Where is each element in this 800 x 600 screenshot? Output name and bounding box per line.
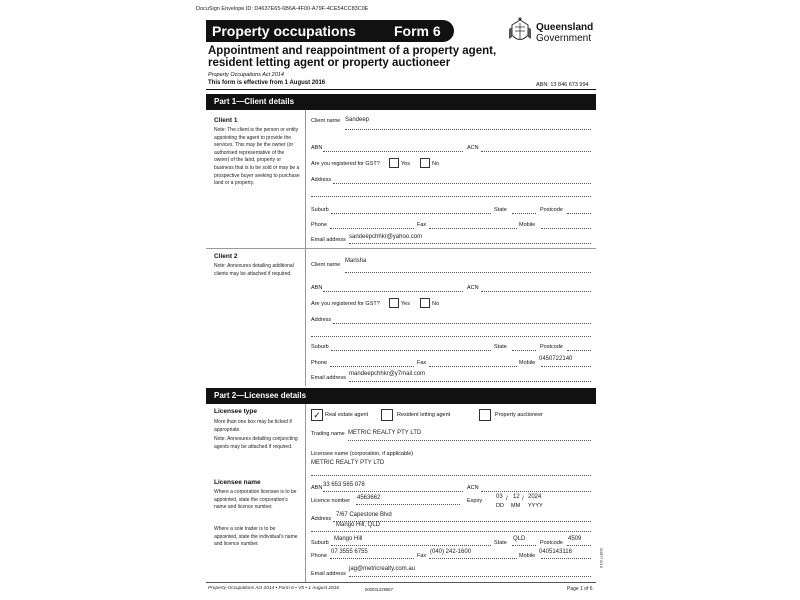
yyyy-label: YYYY [528,503,543,509]
client1-abn-label: ABN [311,145,323,151]
expiry-separator: / [522,496,524,502]
client2-email-field[interactable]: mandeepchhkr@y7mail.com [349,371,426,377]
client1-suburb-field[interactable] [331,213,491,214]
header-abn: ABN: 13 846 673 994 [536,82,589,88]
footer-rule [206,582,596,583]
licensee-suburb-field[interactable]: Mango Hill [334,536,363,542]
licensee-address-label: Address [311,516,332,522]
licensee-sole-trader-note: Where a sole trader is to be appointed, state the individual's name and licence number. [214,526,298,548]
queensland-crest-icon [508,17,532,47]
client2-gst-no-checkbox[interactable] [420,298,430,308]
part2-header [206,388,596,404]
form-title-bar [206,20,454,42]
client2-gst-yes-checkbox[interactable] [389,298,399,308]
client2-name-field[interactable]: Marisha [345,258,367,264]
property-auctioneer-label: Property auctioneer [495,412,543,418]
column-divider [305,404,306,582]
licensee-state-field[interactable]: QLD [513,536,526,542]
client2-abn-field[interactable] [323,291,463,292]
property-auctioneer-checkbox[interactable] [479,409,491,421]
client1-abn-field[interactable] [323,151,463,152]
act-name: Property Occupations Act 2014 [208,72,284,78]
expiry-label: Expiry [467,498,483,504]
licensee-email-field[interactable]: jag@metricrealty.com.au [349,566,415,572]
expiry-month-field[interactable]: 12 [513,494,520,500]
licensee-type-annex-note: Note: Annexures detailing conjuncting agents may be attached if required. [214,436,298,450]
mm-label: MM [511,503,521,509]
part1-heading: Part 1—Client details [214,97,295,106]
client2-address-line2[interactable] [311,336,591,337]
client1-gst-yes-label: Yes [401,161,410,167]
licence-number-label: Licence number [311,498,351,504]
client1-gst-label: Are you registered for GST? [311,161,380,167]
client2-fax-field[interactable] [429,366,517,367]
client2-gst-yes-label: Yes [401,301,410,307]
licensee-state-label: State [494,540,507,546]
effective-date: This form is effective from 1 August 2016 [208,80,326,86]
expiry-separator: / [506,496,508,502]
licensee-suburb-label: Suburb [311,540,329,546]
client2-suburb-label: Suburb [311,344,329,350]
form-title: Property occupations [212,23,356,39]
licensee-type-note: More than one box may be ticked if appropriate. [214,419,292,433]
client2-mobile-field[interactable]: 0450722140 [539,356,573,362]
dd-label: DD [496,503,504,509]
client1-acn-field[interactable] [481,151,591,152]
footer-code: 000031229957 [365,587,393,592]
client2-phone-field[interactable] [330,366,414,367]
client2-postcode-field[interactable] [567,350,591,351]
licensee-type-heading: Licensee type [214,408,257,415]
part2-heading: Part 2—Licensee details [214,391,307,400]
client1-postcode-field[interactable] [567,213,591,214]
licensee-fax-field[interactable]: (040) 242-1600 [430,549,472,555]
licensee-acn-field[interactable] [481,491,591,492]
logo-government: Government [536,33,592,44]
client2-phone-label: Phone [311,360,327,366]
client1-acn-label: ACN [467,145,479,151]
form-number: Form 6 [394,23,441,39]
part1-header [206,94,596,110]
licensee-name-heading: Licensee name [214,479,261,486]
client1-state-field[interactable] [512,213,536,214]
client2-state-label: State [494,344,507,350]
envelope-id: DocuSign Envelope ID: D4637E65-6B6A-4F00-A79F-4CE54CC83C0E [196,6,369,12]
licensee-mobile-field[interactable]: 0405143116 [539,549,572,555]
divider [206,89,596,90]
form-subtitle: Appointment and reappointment of a property agent, resident letting agent or property auctioneer [208,45,497,69]
client1-email-label: Email address [311,237,346,243]
client1-phone-label: Phone [311,222,327,228]
form-side-id: 0IBRT 8/16 [599,548,604,569]
client2-gst-no-label: No [432,301,440,307]
client2-fax-label: Fax [417,360,427,366]
client1-gst-no-label: No [432,161,440,167]
licensee-abn-label: ABN [311,485,323,491]
client1-gst-no-checkbox[interactable] [420,158,430,168]
client1-fax-field[interactable] [429,228,517,229]
client2-email-label: Email address [311,375,346,381]
client2-suburb-field[interactable] [331,350,491,351]
client1-note: Note: The client is the person or entity appointing the agent to provide the services. This may be the owner (or authorised representative of the owner) of the land, property or business that is to be sold or may be a prospective buyer seeking to purchase land or a property. [214,127,300,187]
client1-suburb-label: Suburb [311,207,329,213]
footer-page-number: Page 1 of 6 [567,586,593,592]
client1-name-label: Client name [311,118,341,124]
client1-address-label: Address [311,177,332,183]
licensee-email-label: Email address [311,571,346,577]
client1-name-field[interactable]: Sandeep [345,117,370,123]
resident-letting-agent-checkbox[interactable] [381,409,393,421]
real-estate-agent-checkbox[interactable]: ✓ [311,409,323,421]
client1-phone-field[interactable] [330,228,414,229]
trading-name-label: Trading name [311,431,345,437]
licensee-abn-field[interactable]: 33 653 565 078 [323,482,365,488]
client2-acn-label: ACN [467,285,479,291]
licensee-postcode-field[interactable]: 4509 [568,536,582,542]
resident-letting-agent-label: Resident letting agent [397,412,451,418]
licensee-phone-field[interactable]: 07 3555 6755 [331,549,368,555]
client2-abn-label: ABN [311,285,323,291]
licensee-name-note: Where a corporation licensee is to be appointed, state the corporation's name and licence number. [214,489,297,511]
licensee-mobile-label: Mobile [519,553,536,559]
licensee-postcode-label: Postcode [540,540,563,546]
real-estate-agent-label: Real estate agent [325,412,369,418]
client1-mobile-label: Mobile [519,222,536,228]
client2-gst-label: Are you registered for GST? [311,301,380,307]
client1-address-line2[interactable] [311,196,591,197]
client2-mobile-label: Mobile [519,360,536,366]
client1-email-field[interactable]: sandeepchhkr@yahoo.com [349,234,423,240]
licensee-name-field[interactable]: METRIC REALTY PTY LTD [311,460,385,466]
client1-heading: Client 1 [214,117,238,124]
client1-address-field[interactable] [333,183,591,184]
logo-queensland: Queensland [536,22,594,33]
client2-heading: Client 2 [214,253,238,260]
expiry-day-field[interactable]: 03 [496,494,503,500]
client1-state-label: State [494,207,507,213]
trading-name-field[interactable]: METRIC REALTY PTY LTD [348,430,422,436]
licensee-address-line2[interactable]: Mango Hill, QLD [336,522,381,528]
client2-name-label: Client name [311,262,341,268]
expiry-year-field[interactable]: 2024 [528,494,542,500]
client2-note: Note: Annexures detailing additional clients may be attached if required. [214,263,294,277]
client2-address-field[interactable] [333,323,591,324]
client1-gst-yes-checkbox[interactable] [389,158,399,168]
client1-postcode-label: Postcode [540,207,563,213]
licensee-address-line1[interactable]: 7/67 Capestone Blvd [336,512,392,518]
client2-state-field[interactable] [512,350,536,351]
licensee-name-label: Licensee name (corporation, if applicable) [311,451,414,457]
licensee-phone-label: Phone [311,553,327,559]
client-divider [206,248,596,249]
licensee-fax-label: Fax [417,553,427,559]
footer-form-info: Property Occupations Act 2014 • Form 6 • V5 • 1 August 2016 [208,586,340,591]
client2-postcode-label: Postcode [540,344,563,350]
client1-mobile-field[interactable] [541,228,591,229]
licence-number-field[interactable]: 4563662 [357,495,381,501]
client2-acn-field[interactable] [481,291,591,292]
client1-fax-label: Fax [417,222,427,228]
client2-address-label: Address [311,317,332,323]
licensee-acn-label: ACN [467,485,479,491]
